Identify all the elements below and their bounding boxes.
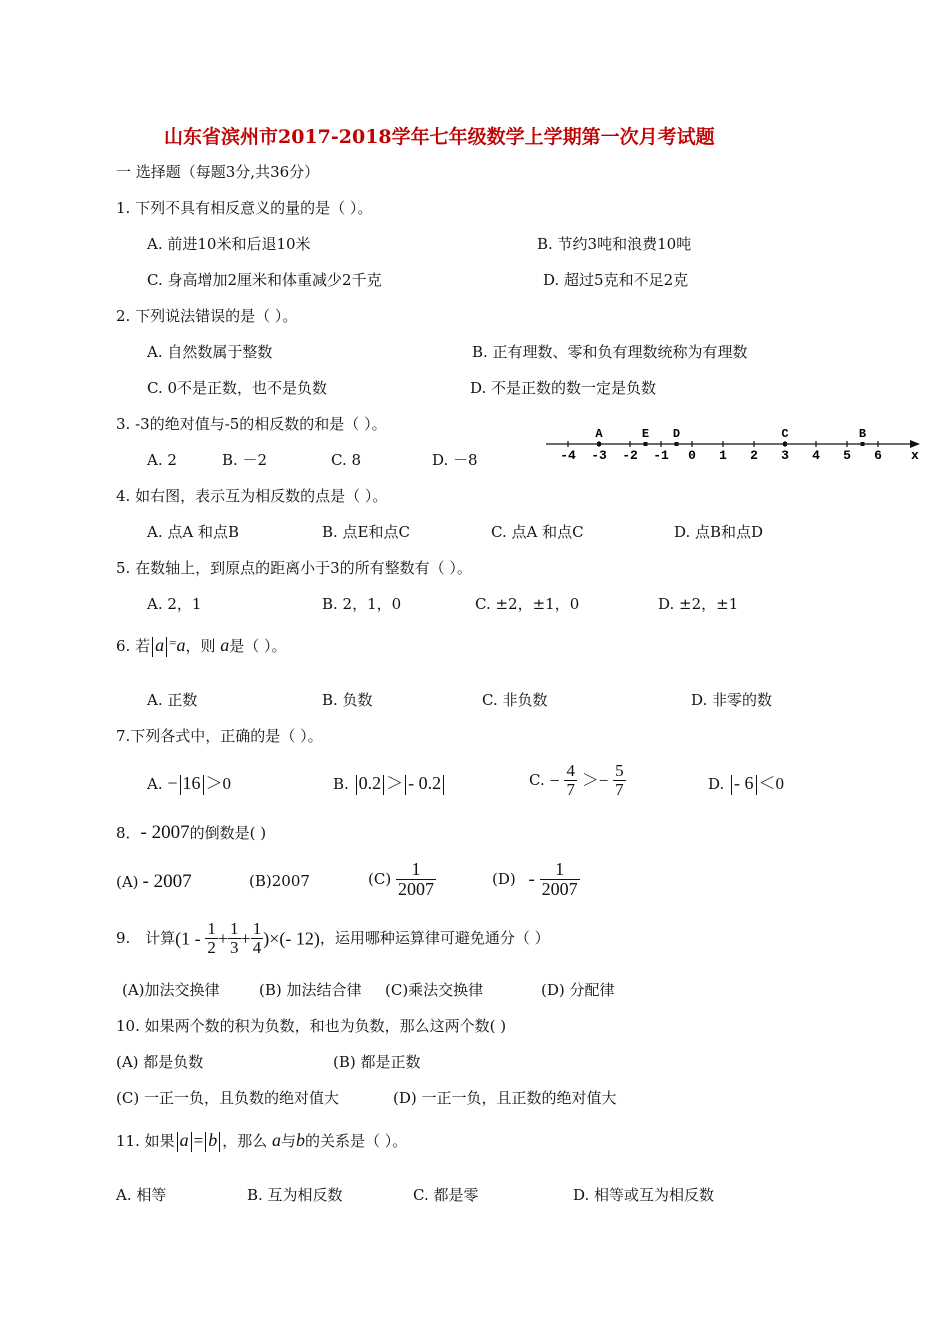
question-2-option-d: D. 不是正数的数一定是负数 (470, 379, 657, 397)
abs-bar-right (383, 775, 384, 795)
question-3-option-d: D. －8 (432, 451, 478, 469)
option-label: (A) (116, 873, 139, 891)
number-line-point-a (597, 442, 601, 446)
question-3-option-c: C. 8 (331, 451, 362, 469)
numerator: 1 (411, 859, 421, 879)
number-line-arrow (910, 440, 920, 448)
option-label: B. (333, 775, 349, 793)
question-11-stem (116, 1131, 407, 1152)
question-2-option-a: A. 自然数属于整数 (147, 343, 273, 361)
question-8-text: 的倒数是( ) (189, 824, 267, 842)
math-value: - 2007 (140, 822, 190, 843)
variable-a: a (272, 1130, 282, 1150)
option-label: (D) (492, 869, 516, 888)
plus-sign: + (217, 928, 229, 949)
question-6-option-c: C. 非负数 (482, 691, 548, 709)
question-11-option-c: C. 都是零 (413, 1186, 479, 1204)
question-10-option-a: (A) 都是负数 (116, 1053, 204, 1071)
question-8-option-a (116, 872, 192, 891)
abs-bar-left (405, 775, 406, 795)
fraction (540, 860, 580, 899)
question-8-option-d (492, 860, 580, 899)
option-label: (C) (368, 869, 392, 888)
number-line-point-label: E (641, 427, 650, 441)
question-8-stem (116, 823, 266, 842)
question-11-middle: ，那么 (222, 1132, 268, 1150)
number-line-point-c (783, 442, 787, 446)
number-line-tick-label: -3 (591, 448, 607, 463)
variable-b: b (208, 1130, 218, 1150)
fraction (228, 920, 241, 957)
question-3-option-b: B. －2 (222, 451, 268, 469)
denominator: 2 (207, 937, 216, 957)
question-2-stem: 2. 下列说法错误的是（ ）。 (116, 307, 298, 325)
option-label: D. (708, 775, 725, 793)
number-line-tick-label: -2 (622, 448, 638, 463)
question-11-option-a: A. 相等 (116, 1186, 167, 1204)
relation: ＜0 (758, 774, 785, 793)
question-7-option-d (708, 774, 784, 795)
number-line-point-b (861, 442, 865, 446)
number-line-tick-label: 6 (874, 448, 882, 463)
fraction (396, 860, 436, 899)
abs-bar-right (191, 1132, 192, 1152)
question-4-option-a: A. 点A 和点B (147, 523, 239, 541)
abs-bar-right (166, 637, 167, 657)
number-line-tick-label: -1 (653, 448, 669, 463)
question-9-option-d: (D) 分配律 (541, 981, 615, 999)
question-2-option-b: B. 正有理数、零和负有理数统称为有理数 (472, 343, 748, 361)
abs-value: - 6 (734, 773, 754, 793)
axis-label-x: x (911, 448, 919, 463)
denominator: 4 (252, 937, 262, 957)
fraction (564, 762, 577, 799)
question-1-option-b: B. 节约3吨和浪费10吨 (537, 235, 692, 253)
question-3-option-a: A. 2 (147, 451, 177, 469)
abs-bar-right (756, 775, 757, 795)
variable-a: a (155, 635, 165, 655)
fraction (205, 920, 218, 957)
question-2-option-c: C. 0不是正数，也不是负数 (147, 379, 328, 397)
question-11-prefix: 11. 如果 (116, 1132, 175, 1150)
question-11-option-d: D. 相等或互为相反数 (573, 1186, 715, 1204)
number-line-point-d (675, 442, 679, 446)
abs-bar-left (731, 775, 732, 795)
question-6-option-b: B. 负数 (322, 691, 373, 709)
question-11-option-b: B. 互为相反数 (247, 1186, 343, 1204)
abs-bar-left (152, 637, 153, 657)
question-1-stem: 1. 下列不具有相反意义的量的是（ ）。 (116, 199, 373, 217)
plus-sign: + (240, 928, 251, 949)
question-9-suffix: ，运用哪种运算律可避免通分（ ） (319, 928, 550, 947)
equals-sign: = (193, 1131, 204, 1150)
number-line-point-label: A (595, 427, 603, 441)
number-line-tick-label: 1 (719, 448, 727, 463)
question-9-option-b: (B) 加法结合律 (259, 981, 362, 999)
question-11-suffix: 的关系是（ ）。 (305, 1132, 408, 1150)
question-7-option-b (333, 774, 446, 795)
question-6-suffix: 是（ ）。 (229, 637, 287, 655)
denominator: 7 (615, 779, 624, 799)
question-8-option-c (368, 860, 436, 899)
math-close: )×(- 12) (263, 928, 320, 949)
abs-bar-left (180, 775, 181, 795)
question-4-stem: 4. 如右图，表示互为相反数的点是（ ）。 (116, 487, 388, 505)
question-4-option-c: C. 点A 和点C (491, 523, 584, 541)
numerator: 1 (207, 919, 216, 938)
question-5-option-d: D. ±2，±1 (658, 595, 739, 613)
number-line-tick-label: 3 (781, 448, 789, 463)
variable-a: a (179, 1130, 189, 1150)
question-7-option-c (529, 762, 626, 799)
question-7-stem: 7.下列各式中，正确的是（ ）。 (116, 727, 323, 745)
question-9-option-a: (A)加法交换律 (122, 981, 220, 999)
abs-bar-left (356, 775, 357, 795)
question-5-stem: 5. 在数轴上，到原点的距离小于3的所有整数有（ ）。 (116, 559, 472, 577)
variable-b: b (296, 1130, 306, 1150)
abs-bar-right (443, 775, 444, 795)
abs-bar-right (219, 1132, 220, 1152)
question-9-option-c: (C)乘法交换律 (385, 981, 484, 999)
number-line-point-e (644, 442, 648, 446)
fraction (251, 920, 264, 957)
denominator: 2007 (397, 878, 434, 899)
number-line-tick-label: 4 (812, 448, 820, 463)
question-3-stem: 3. -3的绝对值与-5的相反数的和是（ ）。 (116, 415, 387, 433)
number-line-tick-label: 0 (688, 448, 696, 463)
question-10-option-d: (D) 一正一负，且正数的绝对值大 (393, 1089, 617, 1107)
numerator: 1 (252, 919, 262, 938)
number-line-point-label: B (858, 427, 867, 441)
question-4-option-b: B. 点E和点C (322, 523, 410, 541)
question-6-option-a: A. 正数 (147, 691, 198, 709)
option-label: C. (529, 770, 545, 789)
abs-value: 0.2 (358, 773, 382, 793)
question-number: 9. (116, 928, 131, 947)
abs-bar-left (205, 1132, 206, 1152)
denominator: 7 (566, 779, 575, 799)
question-10-option-b: (B) 都是正数 (333, 1053, 421, 1071)
math-value: - 2007 (142, 871, 192, 892)
question-1-option-a: A. 前进10米和后退10米 (147, 235, 311, 253)
question-5-option-b: B. 2，1，0 (322, 595, 402, 613)
question-number: 8． (116, 824, 141, 842)
number-line-tick-label: 2 (750, 448, 758, 463)
question-7-option-a (147, 774, 231, 795)
minus-sign: − (167, 773, 178, 793)
equals-sign: = (169, 635, 177, 650)
question-6-prefix: 6. 若 (116, 637, 151, 655)
question-5-option-c: C. ±2，±1，0 (475, 595, 580, 613)
question-6-stem (116, 636, 287, 657)
question-6-option-d: D. 非零的数 (691, 691, 773, 709)
minus-sign: − (549, 770, 560, 791)
number-line-figure (540, 420, 930, 470)
variable-a: a (176, 635, 186, 655)
question-4-option-d: D. 点B和点D (674, 523, 764, 541)
relation: ＞− (581, 770, 609, 790)
denominator: 3 (230, 937, 239, 957)
number-line-point-label: D (672, 427, 681, 441)
number-line-tick-label: -4 (560, 448, 576, 463)
section-heading: 一 选择题（每题3分,共36分） (116, 163, 320, 181)
numerator: 4 (566, 761, 575, 780)
denominator: 2007 (541, 878, 578, 899)
question-9-prefix: 计算 (145, 928, 176, 947)
abs-value: - 0.2 (408, 773, 442, 793)
question-1-option-c: C. 身高增加2厘米和体重减少2千克 (147, 271, 382, 289)
numerator: 5 (615, 761, 624, 780)
conjunction: 与 (281, 1132, 297, 1150)
numerator: 1 (230, 919, 239, 938)
question-8-option-b: (B)2007 (249, 872, 310, 890)
math-open: (1 - (175, 928, 201, 949)
question-6-middle: ，则 (185, 637, 216, 655)
minus-sign: - (528, 868, 535, 890)
number-line-point-label: C (781, 427, 789, 441)
question-10-stem: 10. 如果两个数的积为负数，和也为负数，那么这两个数( ) (116, 1017, 507, 1035)
relation: ＞0 (205, 774, 232, 793)
abs-value: 16 (182, 773, 201, 793)
option-label: A. (147, 775, 163, 793)
abs-bar-left (177, 1132, 178, 1152)
numerator: 1 (555, 859, 565, 879)
relation: ＞ (386, 774, 404, 793)
question-10-option-c: (C) 一正一负，且负数的绝对值大 (116, 1089, 339, 1107)
variable-a: a (220, 635, 230, 655)
fraction (613, 762, 626, 799)
page-title: 山东省滨州市2017-2018学年七年级数学上学期第一次月考试题 (164, 126, 715, 148)
number-line-tick-label: 5 (843, 448, 851, 463)
question-9-stem (116, 920, 550, 957)
abs-bar-right (203, 775, 204, 795)
question-5-option-a: A. 2，1 (147, 595, 202, 613)
question-1-option-d: D. 超过5克和不足2克 (543, 271, 689, 289)
